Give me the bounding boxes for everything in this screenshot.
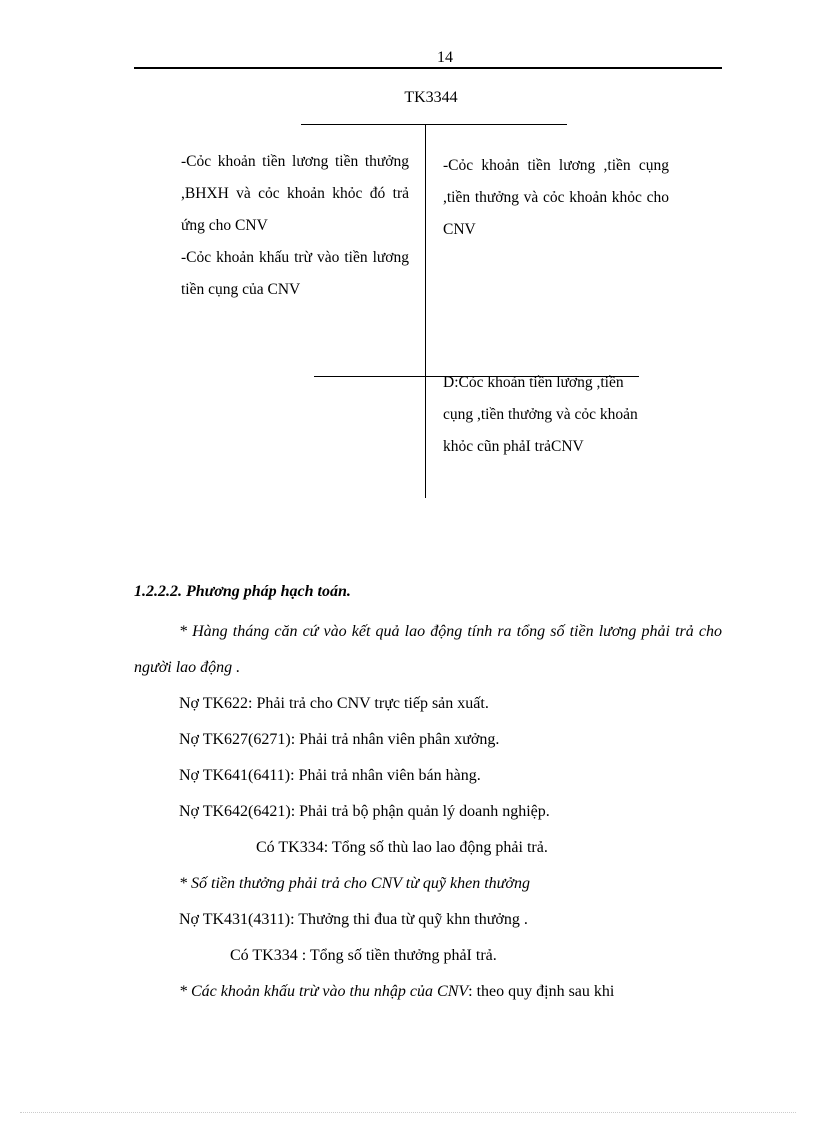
journal-credit-entry: Có TK334: Tổng số thù lao lao động phải trả. [256,839,548,856]
debit-entry: -Cỏc khoản tiền lương tiền thưởng ,BHXH và cỏc khoản khỏc đó trả ứng cho CNV [181,153,409,234]
journal-entry: Nợ TK431(4311): Thưởng thi đua từ quỹ khn thưởng . [179,911,528,928]
t-account-vertical-line [425,124,426,498]
t-account-top-line [301,124,567,125]
paragraph: * Hàng tháng căn cứ vào kết quả lao động tính ra tổng số tiền lương phải trả cho người lao động . [134,623,722,676]
credit-entry: -Cỏc khoản tiền lương ,tiền cụng ,tiền thưởng và cỏc khoản khỏc cho CNV [443,157,669,238]
journal-entry: Nợ TK641(6411): Phải trả nhân viên bán hàng. [179,767,481,784]
body-text [134,614,722,1010]
debit-entry: -Cỏc khoản khấu trừ vào tiền lương tiền cụng của CNV [181,249,409,298]
page-bottom-border [20,1112,796,1113]
t-account-debit-column [181,146,409,306]
paragraph-italic-part: * Các khoản khấu trừ vào thu nhập của CNV [179,983,469,1000]
journal-entry: Nợ TK622: Phải trả cho CNV trực tiếp sản xuất. [179,695,489,712]
paragraph: * Số tiền thưởng phải trả cho CNV từ quỹ khen thưởng [179,875,530,892]
page-number: 14 [437,49,453,66]
header-rule [134,67,722,69]
section-heading: 1.2.2.2. Phương pháp hạch toán. [134,583,351,600]
paragraph [134,974,722,1010]
journal-credit-entry: Có TK334 : Tổng số tiền thưởng phảI trả. [230,947,497,964]
t-account-credit-column [443,150,669,246]
t-account-balance [443,367,653,482]
paragraph-rest: : theo quy định sau khi [468,983,615,1000]
journal-entry: Nợ TK642(6421): Phải trả bộ phận quản lý doanh nghiệp. [179,803,550,820]
journal-entry: Nợ TK627(6271): Phải trả nhân viên phân xưởng. [179,731,500,748]
balance-entry: D:Cỏc khoản tiền lương ,tiền cụng ,tiền thưởng và cỏc khoản khỏc cũn phảI trảCNV [443,374,638,455]
t-account-title: TK3344 [404,89,458,106]
